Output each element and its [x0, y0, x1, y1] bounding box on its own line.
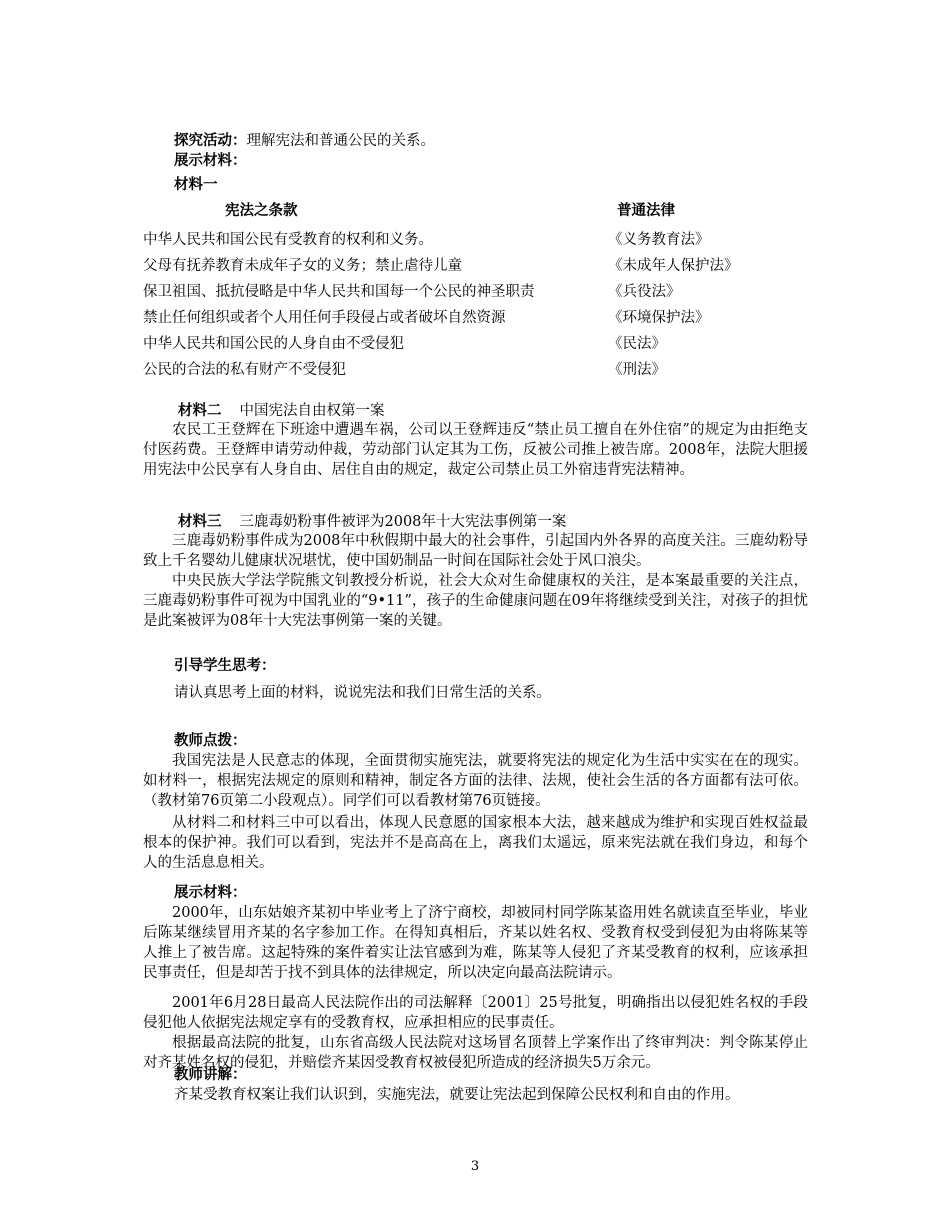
law-cell: 《环境保护法》 — [608, 310, 710, 326]
show-material-2-paragraph-3: 根据最高法院的批复，山东省高级人民法院对这场冒名顶替上学案作出了终审判决：判令陈某停止对齐某姓名权的侵犯，并赔偿齐某因受教育权被侵犯所造成的经济损失5万余元。 — [143, 1035, 808, 1071]
material2-heading — [178, 401, 385, 421]
guide-text: 请认真思考上面的材料，说说宪法和我们日常生活的关系。 — [174, 685, 551, 701]
law-cell: 《刑法》 — [608, 362, 666, 378]
activity-text: 理解宪法和普通公民的关系。 — [246, 133, 435, 149]
teacher-tip-paragraph-1: 我国宪法是人民意志的体现，全面贯彻实施宪法，就要将宪法的规定化为生活中实实在在的现实。如材料一，根据宪法规定的原则和精神，制定各方面的法律、法规，使社会生活的各方面都有法可依。（教材第76页第二小段观点）。同学们可以看教材第76页链接。 — [143, 753, 808, 809]
show-material-heading: 展示材料： — [174, 152, 247, 169]
teacher-tip-heading: 教师点拨： — [174, 732, 247, 749]
material2-title: 中国宪法自由权第一案 — [239, 403, 385, 419]
table-row — [143, 280, 783, 302]
teacher-talk-heading: 教师讲解： — [174, 1066, 247, 1083]
teacher-talk-text: 齐某受教育权案让我们认识到，实施宪法，就要让宪法起到保障公民权利和自由的作用。 — [174, 1087, 740, 1103]
show-material-2-paragraph-2: 2001年6月28日最高人民法院作出的司法解释〔2001〕25号批复，明确指出以侵犯姓名权的手段侵犯他人依据宪法规定享有的受教育权，应承担相应的民事责任。 — [143, 995, 808, 1031]
material3-paragraph-2: 中央民族大学法学院熊文钊教授分析说，社会大众对生命健康权的关注，是本案最重要的关注点，三鹿毒奶粉事件可视为中国乳业的“9•11”，孩子的生命健康问题在09年将继续受到关注，对孩子的担忧是此案被评为08年十大宪法事例第一案的关键。 — [143, 573, 808, 629]
law-cell: 《兵役法》 — [608, 284, 681, 300]
clause-cell: 禁止任何组织或者个人用任何手段侵占或者破坏自然资源 — [143, 310, 506, 326]
material1-label: 材料一 — [174, 176, 218, 193]
activity-label: 探究活动： — [174, 132, 247, 149]
table-header-clause: 宪法之条款 — [225, 202, 298, 219]
activity-line — [174, 131, 435, 151]
material2-label: 材料二 — [178, 402, 222, 419]
material3-heading — [178, 512, 566, 532]
guide-heading: 引导学生思考： — [174, 657, 276, 674]
material3-paragraph-1: 三鹿毒奶粉事件成为2008年中秋假期中最大的社会事件，引起国内外各界的高度关注。三鹿幼粉导致上千名婴幼儿健康状况堪忧，使中国奶制品一时间在国际社会处于风口浪尖。 — [143, 533, 808, 569]
page-number: 3 — [470, 1159, 480, 1174]
law-cell: 《未成年人保护法》 — [608, 258, 739, 274]
show-material-2-heading: 展示材料： — [174, 884, 247, 901]
show-material-2-paragraph-1: 2000年，山东姑娘齐某初中毕业考上了济宁商校，却被同村同学陈某盗用姓名就读直至毕业，毕业后陈某继续冒用齐某的名字参加工作。在得知真相后，齐某以姓名权、受教育权受到侵犯为由将陈某等人推上了被告席。这起特殊的案件着实让法官感到为难，陈某等人侵犯了齐某受教育的权利，应该承担民事责任，但是却苦于找不到具体的法律规定，所以决定向最高法院请示。 — [143, 905, 808, 981]
clause-cell: 中华人民共和国公民有受教育的权利和义务。 — [143, 232, 433, 248]
material3-label: 材料三 — [178, 513, 222, 530]
table-header-law: 普通法律 — [617, 202, 675, 219]
teacher-tip-paragraph-2: 从材料二和材料三中可以看出，体现人民意愿的国家根本大法，越来越成为维护和实现百姓权益最根本的保护神。我们可以看到，宪法并不是高高在上，离我们太遥远，原来宪法就在我们身边，和每个人的生活息息相关。 — [143, 815, 808, 871]
table-row — [143, 254, 783, 276]
clause-cell: 中华人民共和国公民的人身自由不受侵犯 — [143, 336, 404, 352]
table-row — [143, 228, 783, 250]
law-cell: 《民法》 — [608, 336, 666, 352]
clause-cell: 保卫祖国、抵抗侵略是中华人民共和国每一个公民的神圣职责 — [143, 284, 535, 300]
table-row — [143, 332, 783, 354]
material2-paragraph: 农民工王登辉在下班途中遭遇车祸，公司以王登辉违反“禁止员工擅自在外住宿”的规定为由拒绝支付医药费。王登辉申请劳动仲裁，劳动部门认定其为工伤，反被公司推上被告席。2008年，法院大胆援用宪法中公民享有人身自由、居住自由的规定，裁定公司禁止员工外宿违背宪法精神。 — [143, 422, 808, 478]
table-row — [143, 358, 783, 380]
law-cell: 《义务教育法》 — [608, 232, 710, 248]
clause-cell: 父母有抚养教育未成年子女的义务；禁止虐待儿童 — [143, 258, 462, 274]
table-row — [143, 306, 783, 328]
material3-title: 三鹿毒奶粉事件被评为2008年十大宪法事例第一案 — [239, 514, 567, 530]
clause-cell: 公民的合法的私有财产不受侵犯 — [143, 362, 346, 378]
